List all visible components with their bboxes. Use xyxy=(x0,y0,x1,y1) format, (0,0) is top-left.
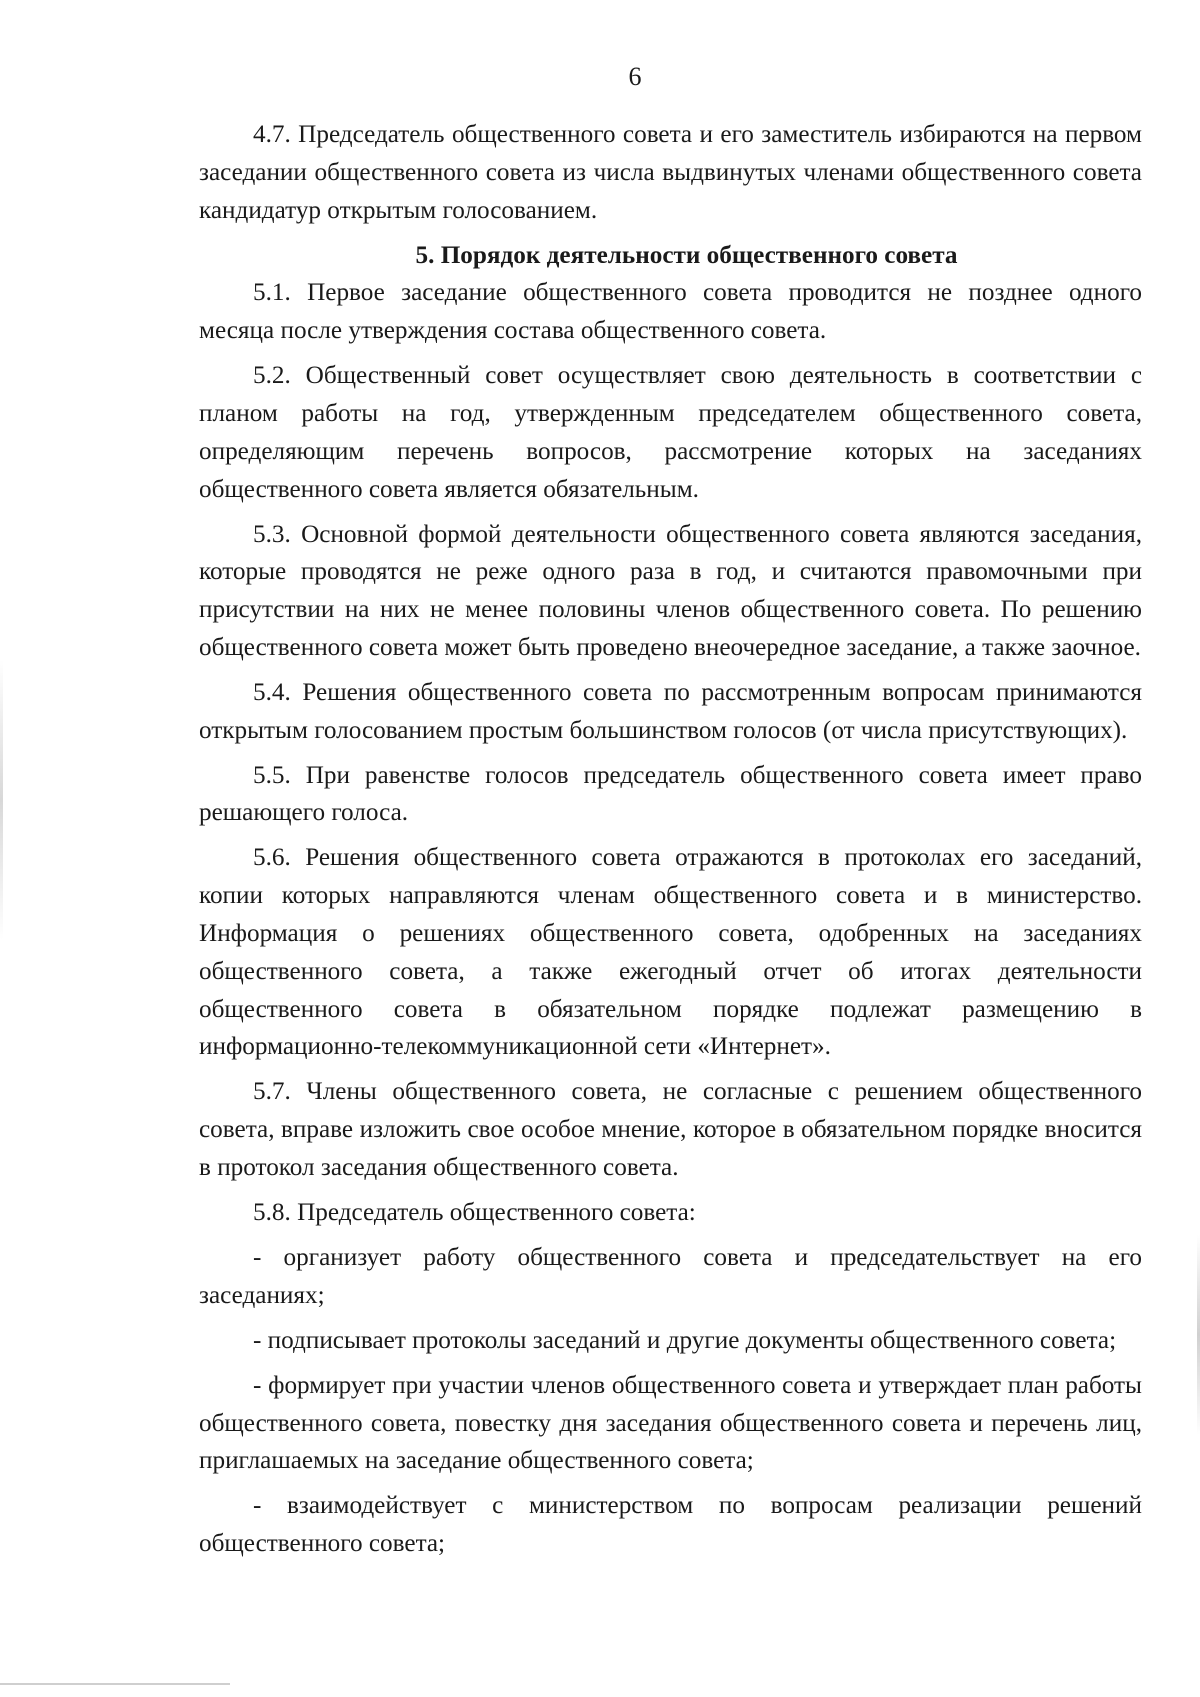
section-heading-5: 5. Порядок деятельности общественного совета xyxy=(415,241,958,269)
paragraph-4-7: 4.7. Председатель общественного совета и его заместитель избираются на первом заседании общественного совета из числа выдвинутых членами общественного совета кандидатур открытым голосованием. xyxy=(199,121,1142,224)
list-item-organizes: - организует работу общественного совета и председательствует на его заседаниях; xyxy=(199,1244,1142,1309)
scan-edge-mark-left xyxy=(0,660,3,940)
scan-bottom-line xyxy=(0,1683,230,1685)
paragraph-5-3: 5.3. Основной формой деятельности общественного совета являются заседания, которые проводятся не реже одного раза в год, и считаются правомочными при присутствии на них не менее половины членов общественного совета. По решению общественного совета может быть проведено внеочередное заседание, а также заочное. xyxy=(199,520,1142,661)
paragraph-5-1: 5.1. Первое заседание общественного совета проводится не позднее одного месяца после утверждения состава общественного совета. xyxy=(199,279,1142,345)
paragraph-5-6: 5.6. Решения общественного совета отражаются в протоколах его заседаний, копии которых направляются членам общественного совета и в министерство. Информация о решениях общественного совета, одобренных на заседаниях общественного совета, а также ежегодный отчет об итогах деятельности общественного совета в обязательном порядке подлежат размещению в информационно-телекоммуникационной сети «Интернет». xyxy=(199,844,1142,1061)
paragraph-5-5: 5.5. При равенстве голосов председатель общественного совета имеет право решающего голоса. xyxy=(199,761,1142,827)
paragraph-5-4: 5.4. Решения общественного совета по рассмотренным вопросам принимаются открытым голосованием простым большинством голосов (от числа присутствующих). xyxy=(199,678,1142,744)
paragraph-5-2: 5.2. Общественный совет осуществляет свою деятельность в соответствии с планом работы на год, утвержденным председателем общественного совета, определяющим перечень вопросов, рассмотрение которых на заседаниях общественного совета является обязательным. xyxy=(199,362,1142,503)
page-number: 6 xyxy=(628,62,642,91)
list-item-forms-plan: - формирует при участии членов общественного совета и утверждает план работы общественного совета, повестку дня заседания общественного совета и перечень лиц, приглашаемых на заседание общественного совета; xyxy=(199,1371,1142,1475)
document-body xyxy=(199,116,1142,1570)
paragraph-5-8: 5.8. Председатель общественного совета: xyxy=(253,1199,696,1227)
list-item-interacts: - взаимодействует с министерством по вопросам реализации решений общественного совета; xyxy=(199,1492,1142,1558)
paragraph-5-7: 5.7. Члены общественного совета, не согласные с решением общественного совета, вправе изложить свое особое мнение, которое в обязательном порядке вносится в протокол заседания общественного совета. xyxy=(199,1078,1142,1182)
list-item-signs: - подписывает протоколы заседаний и другие документы общественного совета; xyxy=(253,1326,1117,1354)
